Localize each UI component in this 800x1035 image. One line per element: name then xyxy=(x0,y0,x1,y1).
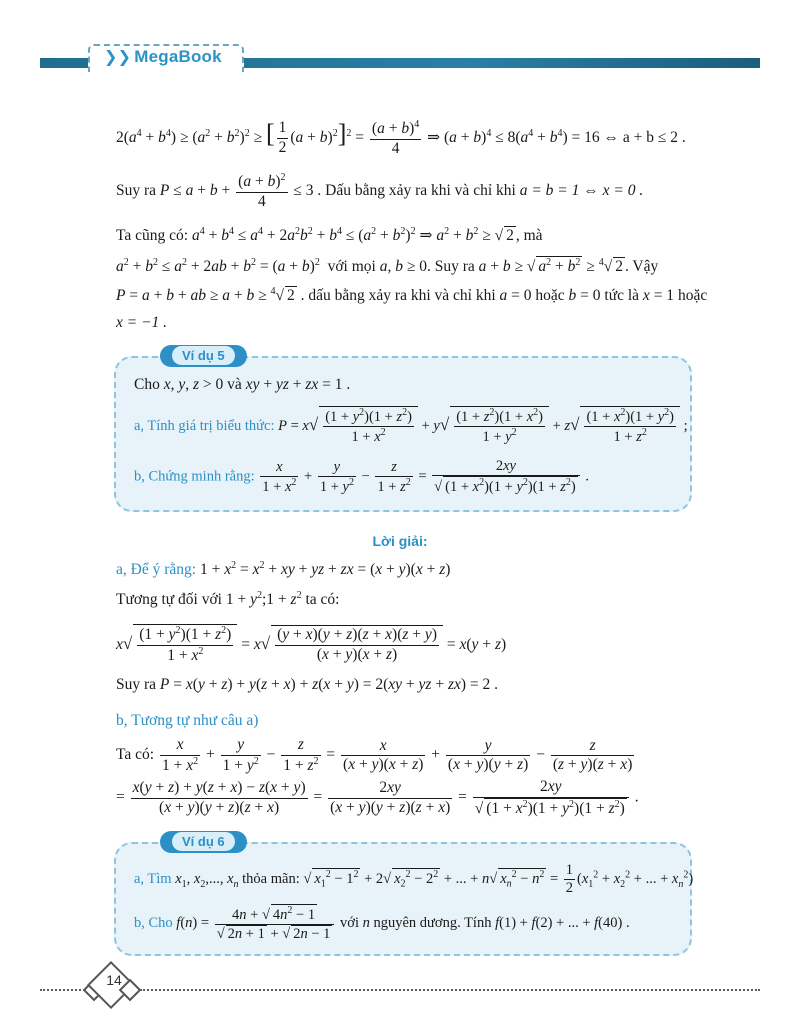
solution-title: Lời giải: xyxy=(372,533,428,549)
example-5-intro: Cho x, y, z > 0 và xy + yz + zx = 1 . xyxy=(134,376,351,393)
ta-cung-co-line: Ta cũng có: $a^4 + b^4 \le a^4 + 2a^2b^2 + b^4 \le (a^2 + b^2)^2$ ⇒ $a^2 + b^2$ ≥ √ 2 , mà xyxy=(116,226,543,245)
suy-ra-label: Suy ra xyxy=(116,182,157,200)
logo-mark-icon: ❯❯ xyxy=(104,49,132,66)
page-header xyxy=(0,0,800,80)
footer-dotted-right xyxy=(140,989,760,991)
ex5-and-text: và xyxy=(227,376,242,393)
example-6-label-text: Ví dụ 6 xyxy=(172,832,235,851)
similar-text: Tương tự đối với xyxy=(116,591,222,609)
solution-suy-ra-text: Suy ra xyxy=(116,676,157,693)
ta-cung-co-label: Ta cũng có: xyxy=(116,227,189,245)
example-6-part-a: a, Tìm $x_1$, $x_2$,..., $x_n$ thỏa mãn: √ $x_1^2 - 1^2 + 2√$ $x_2^2 - 2^2$ + ... + n√ $x_n^2 - n^2$ = $\frac{1}{2}$ ($x_1^2 + x_2^2$ + ... + $x_n^2$) xyxy=(134,862,694,897)
ex6-part-a-text: a, Tìm xyxy=(134,871,172,888)
ex5-part-a-text: a, Tính giá trị biểu thức: xyxy=(134,418,275,435)
example-5-label xyxy=(160,345,247,367)
megabook-logo xyxy=(104,47,222,67)
thoa-man-text: thỏa mãn: xyxy=(242,871,300,888)
hoac-text-2: hoặc xyxy=(677,287,708,305)
ma-text: , mà xyxy=(515,227,543,245)
vay-text: . Vậy xyxy=(624,258,659,276)
hoac-text-1: hoặc xyxy=(535,287,565,305)
similar-line: Tương tự đối với $1 + y^2;1 + z^2$ ta có: xyxy=(116,590,340,609)
solution-b-eq-2: = $\frac{x(y + z) + y(z + x) - z(x + y)}{(x + y)(y + z)(z + x)}$ = $\frac{2xy}{(x + y)(y + z)(z + x)}$ = $\frac{2xy}{√ (1 + x^2)(1 + y^2)(1 + z^2)}$ . xyxy=(116,778,639,817)
suy-ra-2-text: . Suy ra xyxy=(426,258,475,276)
ex6-part-b-text: b, Cho xyxy=(134,915,173,932)
page-number: 14 xyxy=(106,972,122,988)
ex5-part-b-text: b, Chứng minh rằng: xyxy=(134,468,255,485)
nguyen-duong-text: nguyên dương. Tính xyxy=(373,915,492,932)
solution-suy-ra-line: Suy ra P = x(y + z) + y(z + x) + z(x + y) = 2(xy + yz + zx) = 2 . xyxy=(116,676,499,693)
sqrt-identity-line: x√ $\frac{(1 + y^2)(1 + z^2)}{1 + x^2}$ = x√ $\frac{(y + x)(y + z)(z + x)(z + y)}{(x + y)(x + z)}$ = x(y + z) xyxy=(116,625,507,664)
dau-bang-text: . dấu bằng xảy ra khi và chỉ khi xyxy=(300,287,496,305)
voi-moi-text: với mọi xyxy=(327,258,376,276)
solution-b-text: b, Tương tự như câu a) xyxy=(116,712,259,729)
example-6-label xyxy=(160,831,247,853)
x-eq-m1-line xyxy=(116,314,167,333)
x-eq-m1: x = −1 . xyxy=(116,314,168,331)
example-5-part-a: a, Tính giá trị biểu thức: P = x√ $\frac{(1 + y^2)(1 + z^2)}{1 + x^2}$ + y√ $\frac{(1 + z^2)(1 + x^2)}{1 + y^2}$ + z√ $\frac{(1 + x^2)(1 + y^2)}{1 + z^2}$ ; xyxy=(134,407,688,446)
page-footer xyxy=(40,972,760,1000)
b-ta-co-text: Ta có: xyxy=(116,746,155,764)
line1-tail: = 16 ⇔ a + b ≤ 2 . xyxy=(571,129,686,146)
voi-n-text: với xyxy=(340,915,359,932)
solution-b-line xyxy=(116,712,258,731)
example-5-part-b: b, Chứng minh rằng: $\frac{x}{1 + x^2}$ + $\frac{y}{1 + y^2}$ − $\frac{z}{1 + z^2}$ = $\frac{2xy}{√ (1 + x^2)(1 + y^2)(1 + z^2)}$ . xyxy=(134,458,589,496)
example-6-part-b: b, Cho f(n) = $\frac{4n + √ 4n^2 - 1}{√ 2n + 1 + √ 2n - 1}$ với n nguyên dương. Tính f(1) + f(2) + ... + f(40) . xyxy=(134,905,630,943)
suy-ra-1-end: a = b = 1 ⇔ x = 0 . xyxy=(519,182,644,200)
ta-co-text: ta có: xyxy=(305,591,340,609)
suy-ra-1-tail: ≤ 3 . Dấu bằng xảy ra khi và chỉ khi xyxy=(293,182,516,200)
equation-line-1: $2(a^4 + b^4) \ge (a^2 + b^2)^2$ ≥ [ $\frac{1}{2}$ $(a + b)^2]^2$ = $\frac{(a + b)^4}{4}$ ⇒ $(a + b)^4 \le 8(a^4 + b^4) = 16$ ⇔ a + b ≤ 2 . xyxy=(116,118,686,157)
tuc-la-text: tức là xyxy=(604,287,640,305)
voi-moi-line: $a^2 + b^2 \le a^2 + 2ab + b^2 = (a + b)^2$ với mọi a, b ≥ 0. Suy ra a + b ≥ √ $a^2 + b^2 \ge ^4√$ 2 . Vậy xyxy=(116,257,659,276)
solution-b-eq-1: Ta có: $\frac{x}{1 + x^2}$ + $\frac{y}{1 + y^2}$ − $\frac{z}{1 + z^2}$ = $\frac{x}{(x + y)(x + z)}$ + $\frac{y}{(x + y)(y + z)}$ − $\frac{z}{(z + y)(z + x)}$ xyxy=(116,736,633,774)
solution-a-note: a, Để ý rằng: xyxy=(116,561,197,579)
solution-a-line: a, Để ý rằng: $1 + x^2 = x^2$ + xy + yz + zx = (x + y)(x + z) xyxy=(116,560,451,579)
logo-text: MegaBook xyxy=(134,47,222,66)
example-5-label-text: Ví dụ 5 xyxy=(172,346,235,365)
suy-ra-line-1: Suy ra P ≤ a + b + $\frac{(a + b)^2}{4}$ ≤ 3 . Dấu bằng xảy ra khi và chỉ khi a = b = 1 ⇔ x = 0 . xyxy=(116,172,644,210)
p-line: P = a + b + ab ≥ a + b ≥ $^4$√ 2 . dấu bằng xảy ra khi và chỉ khi a = 0 hoặc b = 0 tức là x = 1 hoặc xyxy=(116,286,708,305)
ex5-intro-text: Cho xyxy=(134,376,160,393)
